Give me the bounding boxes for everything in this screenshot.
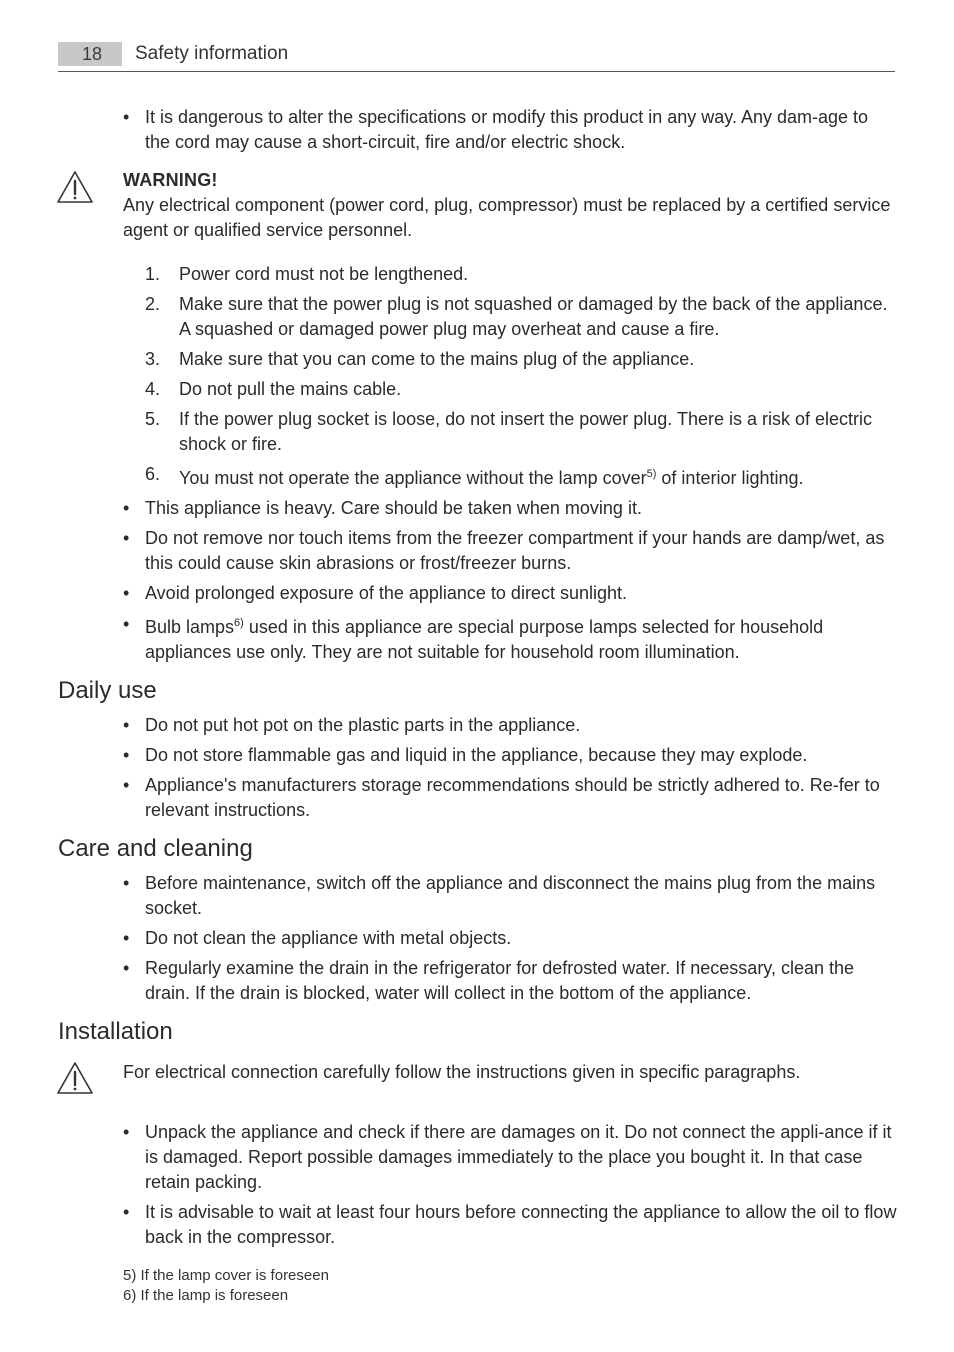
bullet-icon: • (123, 715, 130, 735)
section-heading-care: Care and cleaning (58, 835, 253, 862)
page-number: 18 (58, 42, 122, 66)
list-item-text: Do not put hot pot on the plastic parts in the appliance. (145, 715, 581, 735)
list-item-text: Do not store flammable gas and liquid in the appliance, because they may explode. (145, 745, 808, 765)
list-item-text: Avoid prolonged exposure of the appliance to direct sunlight. (145, 583, 627, 603)
warning-title: WARNING! (123, 170, 218, 190)
warning-triangle-icon (56, 170, 94, 204)
item-text: Do not pull the mains cable. (179, 379, 402, 399)
item-text: Power cord must not be lengthened. (179, 264, 469, 284)
item-number: 4. (145, 379, 161, 399)
footnote: 6) If the lamp is foreseen (123, 1287, 289, 1304)
section-heading-installation: Installation (58, 1018, 173, 1045)
list-item-text: This appliance is heavy. Care should be taken when moving it. (145, 498, 642, 518)
bullet-icon: • (123, 873, 130, 893)
footnote-ref: 6) (234, 617, 244, 629)
bullet-icon: • (123, 745, 130, 765)
bullet-icon: • (123, 583, 130, 603)
bullet-icon: • (123, 528, 130, 548)
item-text: Make sure that the power plug is not squashed or damaged by the back of the appliance. A squashed or damaged power plug may overheat and cause a fire. (179, 294, 888, 339)
item-number: 6. (145, 464, 161, 484)
bullet-icon: • (123, 1122, 130, 1142)
warning-triangle-icon (56, 1061, 94, 1095)
list-item-text: Before maintenance, switch off the appliance and disconnect the mains plug from the mains socket. (145, 873, 876, 918)
bullet-icon: • (123, 958, 130, 978)
section-heading-daily-use: Daily use (58, 677, 157, 704)
list-item-text: It is dangerous to alter the specifications or modify this product in any way. Any dam-age to the cord may cause a short-circuit, fire and/or electric shock. (145, 107, 869, 152)
item-number: 3. (145, 349, 161, 369)
footnote: 5) If the lamp cover is foreseen (123, 1267, 329, 1284)
warning-text: Any electrical component (power cord, plug, compressor) must be replaced by a certified service agent or qualified service personnel. (123, 195, 891, 240)
bullet-icon: • (123, 614, 130, 634)
item-text: If the power plug socket is loose, do not insert the power plug. There is a risk of electric shock or fire. (179, 409, 873, 454)
section-title: Safety information (135, 43, 289, 64)
bullet-icon: • (123, 1202, 130, 1222)
bullet-icon: • (123, 107, 130, 127)
item-number: 2. (145, 294, 161, 314)
list-item-text: Do not remove nor touch items from the freezer compartment if your hands are damp/wet, as this could cause skin abrasions or frost/freezer burns. (145, 528, 885, 573)
list-item-text: Bulb lamps$^{6)}$ used in this appliance are special purpose lamps selected for household appliances use only. They are not suitable for household room illumination. (145, 617, 824, 662)
list-item-text: Unpack the appliance and check if there are damages on it. Do not connect the appli-ance if it is damaged. Report possible damages immediately to the place you bought it. In that case retain packing. (145, 1122, 892, 1192)
list-item-text: It is advisable to wait at least four hours before connecting the appliance to allow the oil to flow back in the compressor. (145, 1202, 897, 1247)
bullet-icon: • (123, 498, 130, 518)
page-header (58, 40, 895, 72)
bullet-icon: • (123, 928, 130, 948)
item-number: 5. (145, 409, 161, 429)
list-item-text: Appliance's manufacturers storage recommendations should be strictly adhered to. Re-fer to relevant instructions. (145, 775, 880, 820)
list-item-text: Regularly examine the drain in the refrigerator for defrosted water. If necessary, clean the drain. If the drain is blocked, water will collect in the bottom of the appliance. (145, 958, 855, 1003)
installation-note: For electrical connection carefully follow the instructions given in specific paragraphs. (123, 1062, 801, 1082)
item-text: You must not operate the appliance without the lamp cover$^{5)}$ of interior lighting. (179, 468, 804, 488)
list-item-text: Do not clean the appliance with metal objects. (145, 928, 512, 948)
item-number: 1. (145, 264, 161, 284)
footnote-ref: 5) (646, 468, 657, 480)
bullet-icon: • (123, 775, 130, 795)
item-text: Make sure that you can come to the mains plug of the appliance. (179, 349, 695, 369)
